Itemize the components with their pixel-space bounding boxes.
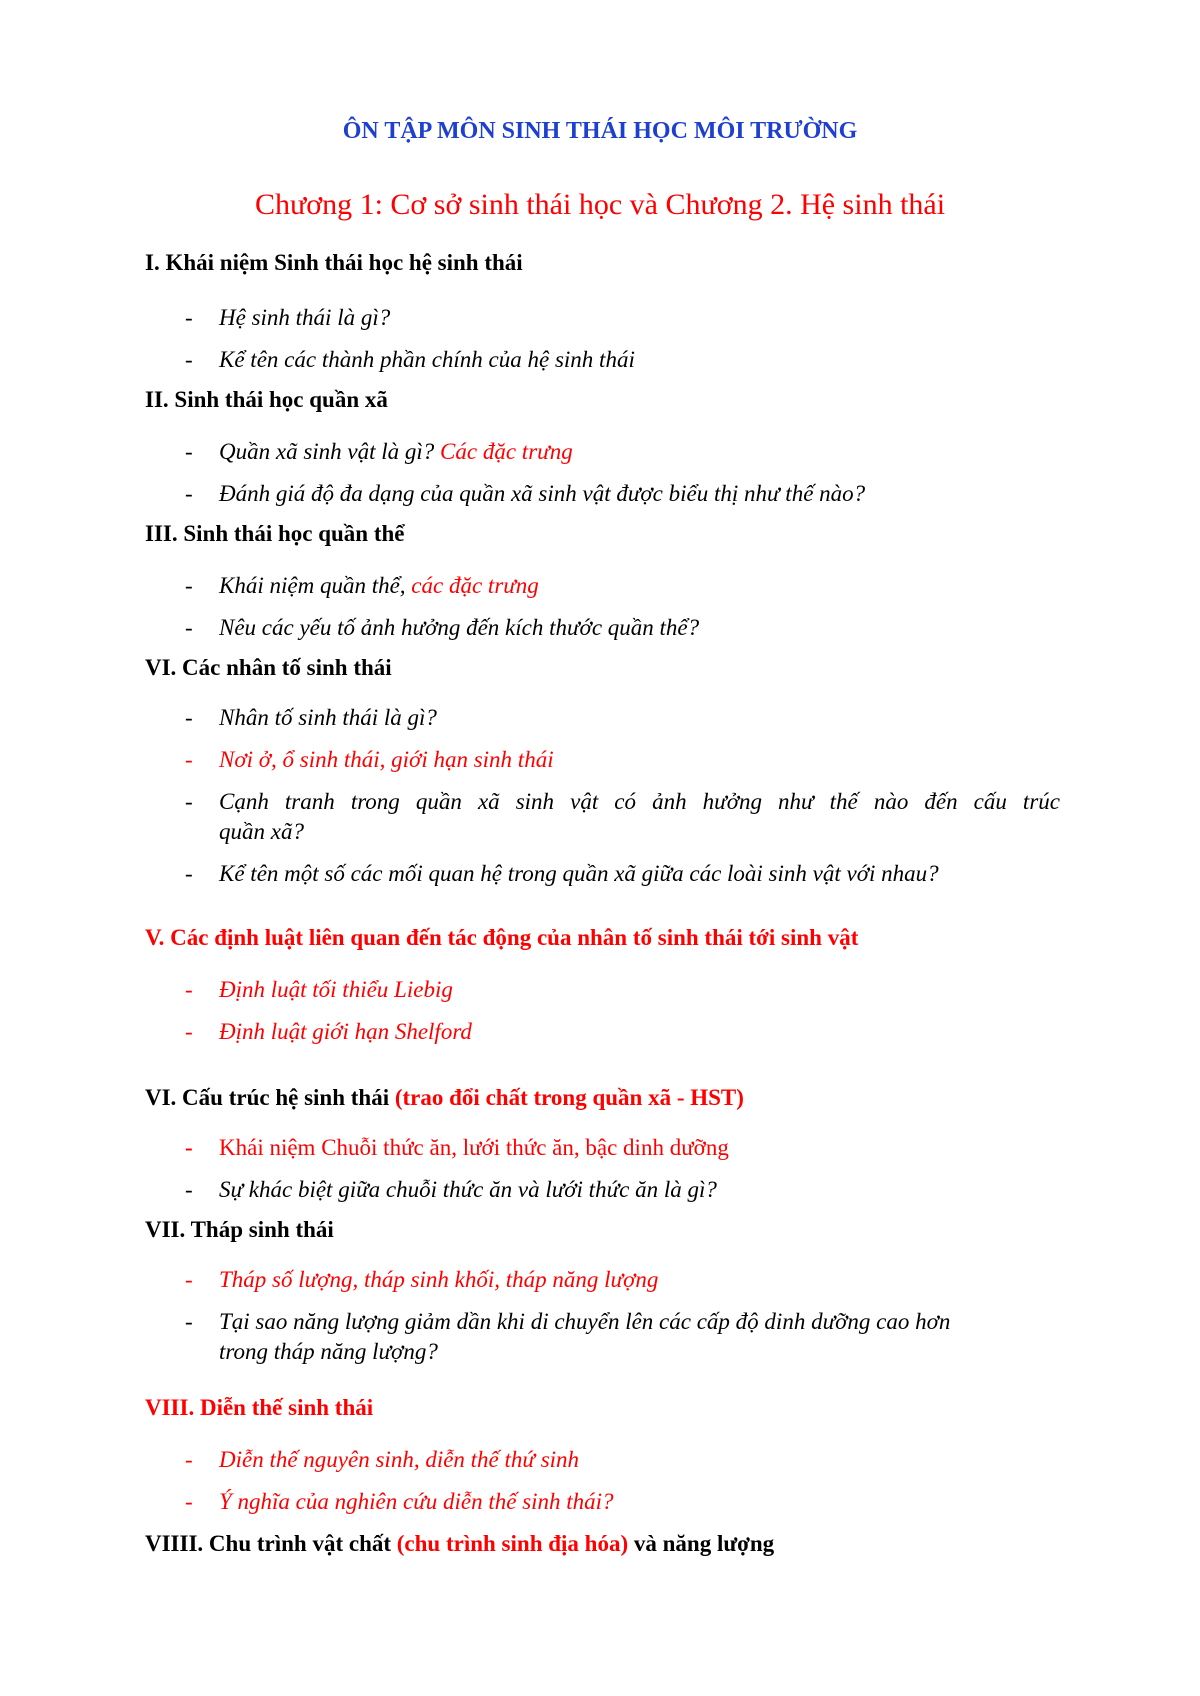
section-9-heading-highlight: (chu trình sinh địa hóa) [396,1531,629,1556]
bullet-dash: - [185,1447,193,1472]
list-item [185,1487,1060,1517]
list-item [185,703,1060,733]
bullet-dash: - [185,481,193,506]
section-8-heading: VIII. Diễn thế sinh thái [145,1395,374,1420]
list-item [185,345,1060,375]
section-6-heading [145,1085,744,1111]
list-item-highlight: các đặc trưng [411,573,539,598]
list-item-text: Nơi ở, ổ sinh thái, giới hạn sinh thái [219,747,554,772]
section-3-heading: III. Sinh thái học quần thể [145,521,405,546]
list-item-text: Ý nghĩa của nghiên cứu diễn thế sinh thái? [219,1489,614,1514]
list-item-text: Cạnh tranh trong quần xã sinh vật có ảnh hưởng như thế nào đến cấu trúc [219,789,1060,814]
bullet-dash: - [185,1177,193,1202]
list-item-text: Nhân tố sinh thái là gì? [219,705,437,730]
bullet-dash: - [185,1135,193,1160]
bullet-dash: - [185,305,193,330]
section-6-heading-part: VI. Cấu trúc hệ sinh thái [145,1085,395,1110]
list-item-text: Nêu các yếu tố ảnh hưởng đến kích thước quần thể? [219,615,700,640]
list-item-text: Đánh giá độ đa dạng của quần xã sinh vật được biểu thị như thế nào? [219,481,866,506]
bullet-dash: - [185,615,193,640]
bullet-dash: - [185,1309,193,1334]
list-item-text: Định luật giới hạn Shelford [219,1019,472,1044]
section-9-heading-part: VIIII. Chu trình vật chất [145,1531,397,1556]
section-7-heading: VII. Tháp sinh thái [145,1217,334,1242]
list-item-text-part: Quần xã sinh vật là gì? [219,439,441,464]
section-5-heading: V. Các định luật liên quan đến tác động của nhân tố sinh thái tới sinh vật [145,925,859,950]
list-item [185,975,1060,1005]
document-title: ÔN TẬP MÔN SINH THÁI HỌC MÔI TRƯỜNG [342,118,858,144]
bullet-dash: - [185,747,193,772]
section-6-heading-highlight: (trao đổi chất trong quần xã - HST) [394,1085,744,1110]
bullet-dash: - [185,1489,193,1514]
list-item-text [219,571,1060,601]
list-item [185,1265,1060,1295]
list-item [185,1017,1060,1047]
list-item [185,787,1060,817]
list-item-text: Tại sao năng lượng giảm dần khi di chuyển lên các cấp độ dinh dưỡng cao hơn [219,1309,951,1334]
section-9-heading-part: và năng lượng [628,1531,775,1556]
bullet-dash: - [185,705,193,730]
list-item-text: Kể tên một số các mối quan hệ trong quần xã giữa các loài sinh vật với nhau? [219,861,939,886]
bullet-dash: - [185,789,193,814]
bullet-dash: - [185,1019,193,1044]
list-item-text: Định luật tối thiểu Liebig [219,977,453,1002]
list-item-text: Kể tên các thành phần chính của hệ sinh thái [219,347,635,372]
list-item-text: Sự khác biệt giữa chuỗi thức ăn và lưới thức ăn là gì? [219,1177,717,1202]
list-item [185,1445,1060,1475]
list-item [185,1133,1060,1163]
section-9-heading [145,1531,774,1557]
list-item [185,859,1060,889]
section-4-heading: VI. Các nhân tố sinh thái [145,655,392,680]
bullet-dash: - [185,977,193,1002]
list-item [185,303,1060,333]
list-item-text [219,437,1060,467]
list-item-text: Diễn thế nguyên sinh, diễn thế thứ sinh [219,1447,580,1472]
list-item-continuation [185,817,1060,847]
list-item-text: Tháp số lượng, tháp sinh khối, tháp năng lượng [219,1267,659,1292]
list-item [185,1307,1060,1337]
list-item-text-part: Khái niệm quần thể, [219,573,412,598]
list-item [185,479,1060,509]
list-item-highlight: Các đặc trưng [440,439,573,464]
section-1-heading: I. Khái niệm Sinh thái học hệ sinh thái [145,250,523,275]
bullet-dash: - [185,439,193,464]
bullet-dash: - [185,347,193,372]
bullet-dash: - [185,1267,193,1292]
list-item [185,613,1060,643]
bullet-dash: - [185,861,193,886]
section-2-heading: II. Sinh thái học quần xã [145,387,388,412]
list-item [185,437,1060,467]
list-item-text: trong tháp năng lượng? [219,1339,438,1364]
list-item [185,571,1060,601]
list-item [185,745,1060,775]
bullet-dash: - [185,573,193,598]
list-item-text: Hệ sinh thái là gì? [219,305,391,330]
list-item-continuation [185,1337,1060,1367]
list-item-text: Khái niệm Chuỗi thức ăn, lưới thức ăn, bậc dinh dưỡng [219,1135,729,1160]
list-item-text: quần xã? [219,819,304,844]
chapter-heading: Chương 1: Cơ sở sinh thái học và Chương 2. Hệ sinh thái [254,188,946,221]
list-item [185,1175,1060,1205]
